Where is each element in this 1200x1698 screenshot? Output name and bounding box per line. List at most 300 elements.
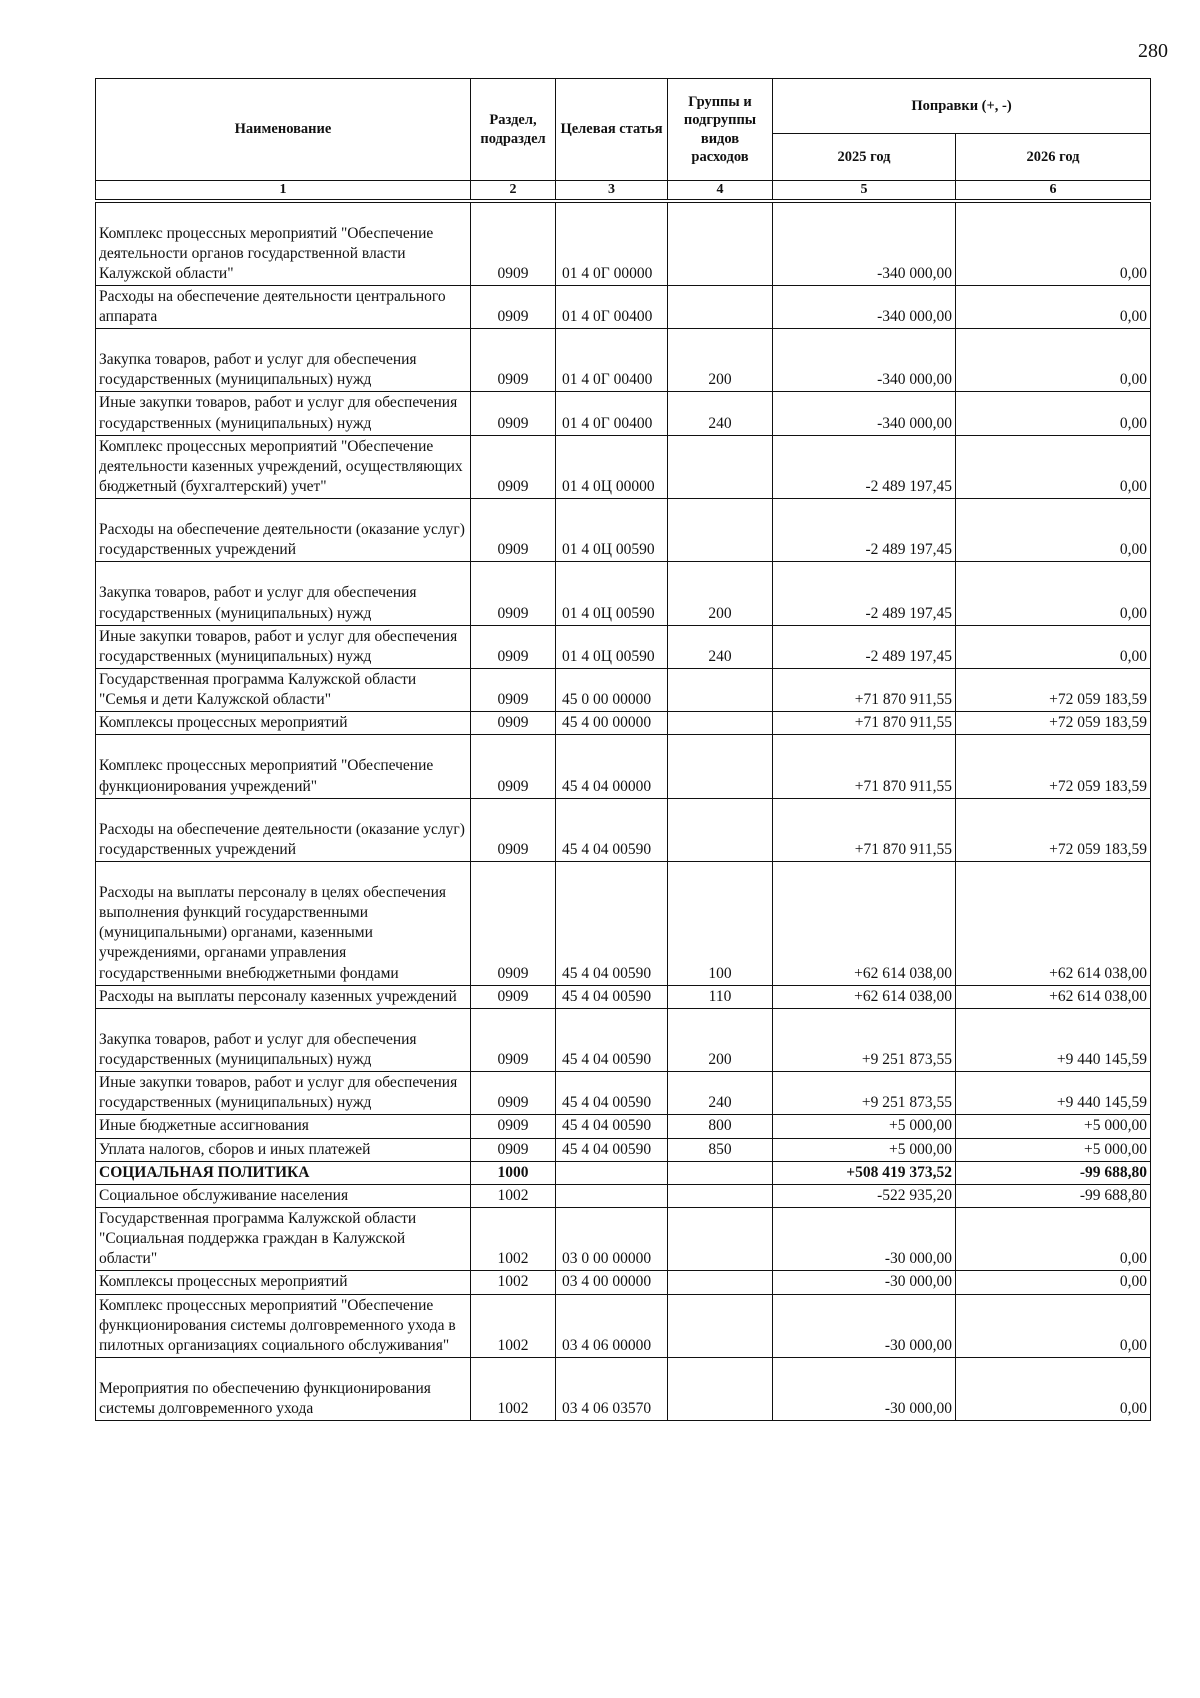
row-name-cell [96, 1207, 471, 1270]
header-year-2025: 2025 год [773, 134, 956, 181]
row-2026-cell [956, 985, 1151, 1008]
row-section-cell [471, 201, 556, 286]
row-section-cell-text: 1000 [497, 1163, 529, 1181]
row-2025-cell [773, 1207, 956, 1270]
row-section-cell-text: 0909 [497, 414, 529, 432]
row-section-cell-text: 0909 [497, 308, 529, 326]
table-row [96, 1115, 1151, 1138]
table-row [96, 625, 1151, 668]
row-2025-cell [773, 1138, 956, 1161]
row-name-cell [96, 1357, 471, 1420]
page-number: 280 [1138, 40, 1168, 62]
row-2026-cell [956, 798, 1151, 861]
row-2026-cell-text: 0,00 [1119, 1336, 1147, 1354]
row-section-cell-text: 0909 [497, 541, 529, 559]
row-name-cell-text: Комплексы процессных мероприятий [99, 714, 348, 732]
row-article-cell-text: 45 4 04 00590 [562, 987, 652, 1005]
row-2025-cell [773, 1161, 956, 1184]
row-2026-cell-text: +72 059 183,59 [1049, 691, 1147, 709]
row-article-cell-text: 03 0 00 00000 [562, 1250, 652, 1268]
row-2025-cell-text: +9 251 873,55 [861, 1051, 952, 1068]
row-article-cell-text: 03 4 06 03570 [562, 1400, 652, 1418]
row-group-cell [668, 435, 773, 498]
row-name-cell-text: Государственная программа Калужской области "Социальная поддержка граждан в Калужской области" [99, 1209, 417, 1268]
row-2025-cell [773, 798, 956, 861]
row-article-cell-text: 03 4 06 00000 [562, 1336, 652, 1354]
row-group-cell [668, 285, 773, 328]
row-2026-cell-text: 0,00 [1119, 541, 1147, 559]
row-group-cell [668, 392, 773, 435]
row-article-cell [556, 435, 668, 498]
row-article-cell [556, 201, 668, 286]
row-name-cell-text: Комплекс процессных мероприятий "Обеспечение деятельности казенных учреждений, осуществляющих бюджетный (бухгалтерский) учет" [99, 437, 463, 496]
row-2025-cell [773, 1008, 956, 1071]
row-2026-cell [956, 735, 1151, 798]
row-section-cell-text: 0909 [497, 987, 529, 1005]
table-row [96, 499, 1151, 562]
row-section-cell [471, 392, 556, 435]
table-row [96, 735, 1151, 798]
row-2026-cell [956, 329, 1151, 392]
column-number: 6 [956, 181, 1151, 201]
row-name-cell-text: Социальное обслуживание населения [99, 1186, 349, 1204]
row-section-cell [471, 712, 556, 735]
row-2026-cell [956, 435, 1151, 498]
row-name-cell-text: СОЦИАЛЬНАЯ ПОЛИТИКА [99, 1163, 310, 1181]
column-number: 3 [556, 181, 668, 201]
row-article-cell-text: 45 4 04 00590 [562, 1117, 652, 1135]
row-section-cell-text: 1002 [497, 1400, 529, 1418]
row-article-cell-text: 01 4 0Ц 00590 [562, 541, 655, 559]
row-article-cell-text: 01 4 0Г 00400 [562, 371, 653, 389]
row-article-cell [556, 1008, 668, 1071]
row-2026-cell [956, 862, 1151, 986]
header-section: Раздел, подраздел [471, 79, 556, 181]
row-section-cell [471, 285, 556, 328]
row-2026-cell-text: 0,00 [1119, 1400, 1147, 1418]
row-group-cell [668, 669, 773, 712]
row-section-cell-text: 0909 [497, 1117, 529, 1135]
row-2026-cell-text: +5 000,00 [1084, 1140, 1147, 1158]
row-2026-cell-text: +5 000,00 [1084, 1117, 1147, 1135]
row-name-cell [96, 735, 471, 798]
table-row [96, 392, 1151, 435]
row-2025-cell [773, 562, 956, 625]
row-group-cell [668, 1184, 773, 1207]
table-row [96, 562, 1151, 625]
row-group-cell [668, 798, 773, 861]
table-row [96, 201, 1151, 286]
row-name-cell [96, 1294, 471, 1357]
row-2025-cell [773, 625, 956, 668]
row-2025-cell [773, 985, 956, 1008]
row-section-cell-text: 0909 [497, 371, 529, 389]
row-article-cell [556, 1161, 668, 1184]
row-section-cell-text: 1002 [497, 1336, 529, 1354]
row-name-cell [96, 1072, 471, 1115]
row-2025-cell-text: +5 000,00 [889, 1140, 952, 1158]
row-2025-cell-text: -30 000,00 [884, 1250, 952, 1268]
row-article-cell-text: 45 4 00 00000 [562, 714, 652, 732]
row-section-cell [471, 329, 556, 392]
row-2025-cell-text: -522 935,20 [877, 1186, 952, 1204]
row-2026-cell [956, 1207, 1151, 1270]
row-2025-cell-text: -30 000,00 [884, 1400, 952, 1418]
row-section-cell [471, 1138, 556, 1161]
column-number: 5 [773, 181, 956, 201]
row-section-cell [471, 1294, 556, 1357]
row-2025-cell [773, 735, 956, 798]
row-article-cell-text: 45 4 04 00590 [562, 1051, 652, 1068]
row-2026-cell-text: 0,00 [1119, 264, 1147, 282]
row-name-cell [96, 1008, 471, 1071]
row-group-cell-text: 200 [708, 1051, 732, 1068]
row-2026-cell [956, 499, 1151, 562]
row-group-cell-text: 850 [708, 1140, 732, 1158]
row-article-cell-text: 03 4 00 00000 [562, 1273, 652, 1291]
row-2025-cell-text: +508 419 373,52 [846, 1163, 952, 1181]
row-group-cell [668, 862, 773, 986]
row-name-cell-text: Закупка товаров, работ и услуг для обеспечения государственных (муниципальных) нужд [99, 1030, 417, 1068]
row-2026-cell-text: +72 059 183,59 [1049, 840, 1147, 858]
row-2025-cell-text: -340 000,00 [877, 414, 952, 432]
row-group-cell-text: 200 [708, 604, 732, 622]
row-2025-cell [773, 201, 956, 286]
row-article-cell [556, 562, 668, 625]
row-2025-cell [773, 1184, 956, 1207]
row-section-cell-text: 1002 [497, 1186, 529, 1204]
row-2026-cell [956, 1271, 1151, 1294]
row-article-cell [556, 625, 668, 668]
row-article-cell-text: 45 0 00 00000 [562, 691, 652, 709]
row-2025-cell [773, 435, 956, 498]
row-name-cell [96, 985, 471, 1008]
row-2025-cell-text: -340 000,00 [877, 371, 952, 389]
row-group-cell [668, 735, 773, 798]
row-2026-cell-text: 0,00 [1119, 414, 1147, 432]
row-group-cell-text: 110 [708, 987, 732, 1005]
row-2026-cell [956, 1184, 1151, 1207]
row-article-cell-text: 45 4 04 00590 [562, 840, 652, 858]
row-name-cell-text: Закупка товаров, работ и услуг для обеспечения государственных (муниципальных) нужд [99, 584, 417, 622]
row-name-cell-text: Расходы на обеспечение деятельности (оказание услуг) государственных учреждений [99, 820, 465, 858]
row-2026-cell-text: 0,00 [1119, 478, 1147, 496]
row-2025-cell-text: -30 000,00 [884, 1273, 952, 1291]
table-row [96, 862, 1151, 986]
row-group-cell [668, 1008, 773, 1071]
row-article-cell [556, 862, 668, 986]
row-section-cell [471, 862, 556, 986]
column-number: 1 [96, 181, 471, 201]
row-article-cell [556, 1184, 668, 1207]
row-group-cell [668, 1161, 773, 1184]
row-2026-cell [956, 1072, 1151, 1115]
row-group-cell [668, 1294, 773, 1357]
row-article-cell-text: 01 4 0Г 00000 [562, 264, 653, 282]
row-group-cell [668, 1357, 773, 1420]
row-section-cell [471, 1161, 556, 1184]
table-row [96, 1184, 1151, 1207]
row-group-cell [668, 1072, 773, 1115]
table-row [96, 1161, 1151, 1184]
row-section-cell [471, 1207, 556, 1270]
row-article-cell [556, 1115, 668, 1138]
row-name-cell [96, 435, 471, 498]
row-group-cell [668, 1138, 773, 1161]
row-group-cell [668, 985, 773, 1008]
header-year-2026: 2026 год [956, 134, 1151, 181]
row-article-cell [556, 499, 668, 562]
row-2025-cell [773, 1294, 956, 1357]
row-article-cell [556, 1072, 668, 1115]
row-name-cell-text: Иные бюджетные ассигнования [99, 1117, 309, 1135]
table-row [96, 285, 1151, 328]
row-2025-cell-text: -2 489 197,45 [865, 604, 952, 622]
table-row [96, 669, 1151, 712]
row-2026-cell-text: +62 614 038,00 [1049, 964, 1147, 982]
row-name-cell-text: Закупка товаров, работ и услуг для обеспечения государственных (муниципальных) нужд [99, 351, 417, 389]
row-name-cell-text: Иные закупки товаров, работ и услуг для обеспечения государственных (муниципальных) нужд [99, 1074, 458, 1112]
row-2026-cell-text: +9 440 145,59 [1056, 1051, 1147, 1068]
row-2025-cell [773, 1271, 956, 1294]
row-name-cell-text: Расходы на выплаты персоналу казенных учреждений [99, 987, 457, 1005]
row-article-cell-text: 45 4 04 00590 [562, 964, 652, 982]
row-section-cell-text: 0909 [497, 691, 529, 709]
row-name-cell [96, 1138, 471, 1161]
row-section-cell-text: 0909 [497, 264, 529, 282]
row-group-cell-text: 800 [708, 1117, 732, 1135]
row-2025-cell [773, 499, 956, 562]
row-2025-cell [773, 285, 956, 328]
row-2025-cell-text: +71 870 911,55 [854, 840, 952, 858]
row-2026-cell [956, 392, 1151, 435]
row-2026-cell [956, 201, 1151, 286]
row-section-cell-text: 0909 [497, 1094, 529, 1112]
table-row [96, 1008, 1151, 1071]
table-row [96, 1271, 1151, 1294]
row-group-cell-text: 240 [708, 647, 732, 665]
row-2025-cell-text: -2 489 197,45 [865, 541, 952, 559]
table-row [96, 985, 1151, 1008]
table-row [96, 1138, 1151, 1161]
row-2026-cell [956, 1357, 1151, 1420]
budget-amendments-table [95, 78, 1151, 1421]
row-article-cell [556, 669, 668, 712]
row-2026-cell-text: +62 614 038,00 [1049, 987, 1147, 1005]
column-number: 2 [471, 181, 556, 201]
row-article-cell [556, 985, 668, 1008]
row-group-cell-text: 240 [708, 1094, 732, 1112]
row-2026-cell-text: 0,00 [1119, 371, 1147, 389]
row-section-cell-text: 0909 [497, 714, 529, 732]
row-group-cell [668, 1115, 773, 1138]
row-section-cell [471, 499, 556, 562]
table-row [96, 1294, 1151, 1357]
row-section-cell-text: 0909 [497, 647, 529, 665]
row-name-cell-text: Государственная программа Калужской области "Семья и дети Калужской области" [99, 671, 417, 709]
row-2025-cell-text: +62 614 038,00 [854, 987, 952, 1005]
row-2026-cell [956, 285, 1151, 328]
row-2025-cell [773, 1072, 956, 1115]
row-section-cell-text: 0909 [497, 964, 529, 982]
header-name: Наименование [96, 79, 471, 181]
row-2025-cell-text: +71 870 911,55 [854, 777, 952, 795]
row-section-cell [471, 1072, 556, 1115]
row-name-cell-text: Комплекс процессных мероприятий "Обеспечение функционирования учреждений" [99, 757, 434, 795]
row-article-cell [556, 735, 668, 798]
row-section-cell [471, 435, 556, 498]
row-article-cell [556, 798, 668, 861]
row-section-cell [471, 735, 556, 798]
row-name-cell [96, 201, 471, 286]
row-name-cell-text: Комплекс процессных мероприятий "Обеспечение функционирования системы долговременного ухода в пилотных организациях социального обслуживания" [99, 1296, 456, 1354]
row-section-cell [471, 625, 556, 668]
row-section-cell [471, 562, 556, 625]
row-name-cell [96, 392, 471, 435]
row-article-cell [556, 1271, 668, 1294]
table-row [96, 1072, 1151, 1115]
row-2025-cell [773, 669, 956, 712]
row-group-cell [668, 562, 773, 625]
row-section-cell [471, 669, 556, 712]
header-group: Группы и подгруппы видов расходов [668, 79, 773, 181]
row-article-cell-text: 01 4 0Ц 00000 [562, 478, 655, 496]
row-article-cell [556, 1138, 668, 1161]
row-name-cell-text: Расходы на обеспечение деятельности (оказание услуг) государственных учреждений [99, 521, 465, 559]
row-group-cell [668, 1207, 773, 1270]
row-article-cell [556, 285, 668, 328]
table-body [96, 201, 1151, 1421]
table-row [96, 1357, 1151, 1420]
row-2025-cell [773, 862, 956, 986]
row-name-cell-text: Мероприятия по обеспечению функционирования системы долговременного ухода [99, 1379, 431, 1418]
row-name-cell [96, 1184, 471, 1207]
row-2025-cell [773, 1357, 956, 1420]
table-row [96, 1207, 1151, 1270]
row-2025-cell [773, 392, 956, 435]
row-2025-cell-text: +71 870 911,55 [854, 691, 952, 709]
row-article-cell [556, 392, 668, 435]
row-2026-cell-text: -99 688,80 [1079, 1186, 1147, 1204]
row-name-cell [96, 1115, 471, 1138]
row-2025-cell-text: +62 614 038,00 [854, 964, 952, 982]
row-section-cell-text: 0909 [497, 604, 529, 622]
row-2025-cell-text: -2 489 197,45 [865, 478, 952, 496]
row-2025-cell [773, 1115, 956, 1138]
row-section-cell [471, 985, 556, 1008]
row-2026-cell [956, 712, 1151, 735]
row-name-cell [96, 285, 471, 328]
row-article-cell-text: 45 4 04 00590 [562, 1094, 652, 1112]
row-section-cell [471, 798, 556, 861]
row-name-cell-text: Комплексы процессных мероприятий [99, 1273, 348, 1291]
row-group-cell [668, 329, 773, 392]
row-section-cell [471, 1008, 556, 1071]
table-row [96, 329, 1151, 392]
row-article-cell-text: 01 4 0Ц 00590 [562, 604, 655, 622]
row-section-cell-text: 0909 [497, 1051, 529, 1068]
row-2026-cell-text: 0,00 [1119, 647, 1147, 665]
header-amendments: Поправки (+, -) [773, 79, 1151, 134]
row-article-cell-text: 01 4 0Г 00400 [562, 308, 653, 326]
row-article-cell [556, 712, 668, 735]
row-2025-cell [773, 329, 956, 392]
row-section-cell [471, 1271, 556, 1294]
row-name-cell-text: Комплекс процессных мероприятий "Обеспечение деятельности органов государственной власти Калужской области" [99, 224, 434, 282]
row-2026-cell-text: 0,00 [1119, 308, 1147, 326]
row-2026-cell-text: 0,00 [1119, 604, 1147, 622]
row-2025-cell-text: +5 000,00 [889, 1117, 952, 1135]
row-group-cell-text: 100 [708, 964, 732, 982]
row-2026-cell-text: +72 059 183,59 [1049, 714, 1147, 732]
row-name-cell-text: Расходы на выплаты персоналу в целях обеспечения выполнения функций государственными (муниципальными) органами, казенными учреждениями, органами управления государственными внебюджетными фондами [99, 884, 447, 982]
table-row [96, 435, 1151, 498]
row-name-cell [96, 862, 471, 986]
row-article-cell [556, 329, 668, 392]
row-2026-cell [956, 1138, 1151, 1161]
row-2026-cell-text: 0,00 [1119, 1250, 1147, 1268]
row-article-cell [556, 1294, 668, 1357]
row-2025-cell [773, 712, 956, 735]
row-name-cell [96, 712, 471, 735]
row-2026-cell [956, 625, 1151, 668]
row-name-cell-text: Иные закупки товаров, работ и услуг для обеспечения государственных (муниципальных) нужд [99, 394, 458, 432]
row-section-cell-text: 1002 [497, 1273, 529, 1291]
table-row [96, 798, 1151, 861]
row-name-cell [96, 1271, 471, 1294]
column-number: 4 [668, 181, 773, 201]
row-name-cell [96, 669, 471, 712]
row-section-cell-text: 0909 [497, 840, 529, 858]
row-2026-cell [956, 669, 1151, 712]
row-section-cell-text: 1002 [497, 1250, 529, 1268]
row-2026-cell [956, 1294, 1151, 1357]
row-2026-cell-text: 0,00 [1119, 1273, 1147, 1291]
row-2026-cell [956, 1161, 1151, 1184]
row-2026-cell-text: +72 059 183,59 [1049, 777, 1147, 795]
row-2025-cell-text: -30 000,00 [884, 1336, 952, 1354]
row-section-cell [471, 1115, 556, 1138]
row-group-cell [668, 625, 773, 668]
row-section-cell-text: 0909 [497, 777, 529, 795]
row-article-cell [556, 1357, 668, 1420]
row-name-cell [96, 798, 471, 861]
row-2025-cell-text: +71 870 911,55 [854, 714, 952, 732]
row-2026-cell [956, 1115, 1151, 1138]
row-name-cell [96, 562, 471, 625]
header-article: Целевая статья [556, 79, 668, 181]
row-name-cell-text: Уплата налогов, сборов и иных платежей [99, 1140, 371, 1158]
row-article-cell [556, 1207, 668, 1270]
row-section-cell-text: 0909 [497, 1140, 529, 1158]
row-group-cell [668, 712, 773, 735]
row-section-cell [471, 1357, 556, 1420]
table-header [96, 79, 1151, 201]
row-2025-cell-text: -2 489 197,45 [865, 647, 952, 665]
row-2026-cell [956, 562, 1151, 625]
row-name-cell [96, 1161, 471, 1184]
row-article-cell-text: 01 4 0Ц 00590 [562, 647, 655, 665]
row-name-cell-text: Иные закупки товаров, работ и услуг для обеспечения государственных (муниципальных) нужд [99, 627, 458, 665]
row-2025-cell-text: +9 251 873,55 [861, 1094, 952, 1112]
row-group-cell [668, 499, 773, 562]
row-name-cell [96, 499, 471, 562]
row-group-cell-text: 200 [708, 371, 732, 389]
row-2026-cell-text: -99 688,80 [1079, 1163, 1147, 1181]
row-2025-cell-text: -340 000,00 [877, 308, 952, 326]
row-article-cell-text: 01 4 0Г 00400 [562, 414, 653, 432]
row-2025-cell-text: -340 000,00 [877, 264, 952, 282]
